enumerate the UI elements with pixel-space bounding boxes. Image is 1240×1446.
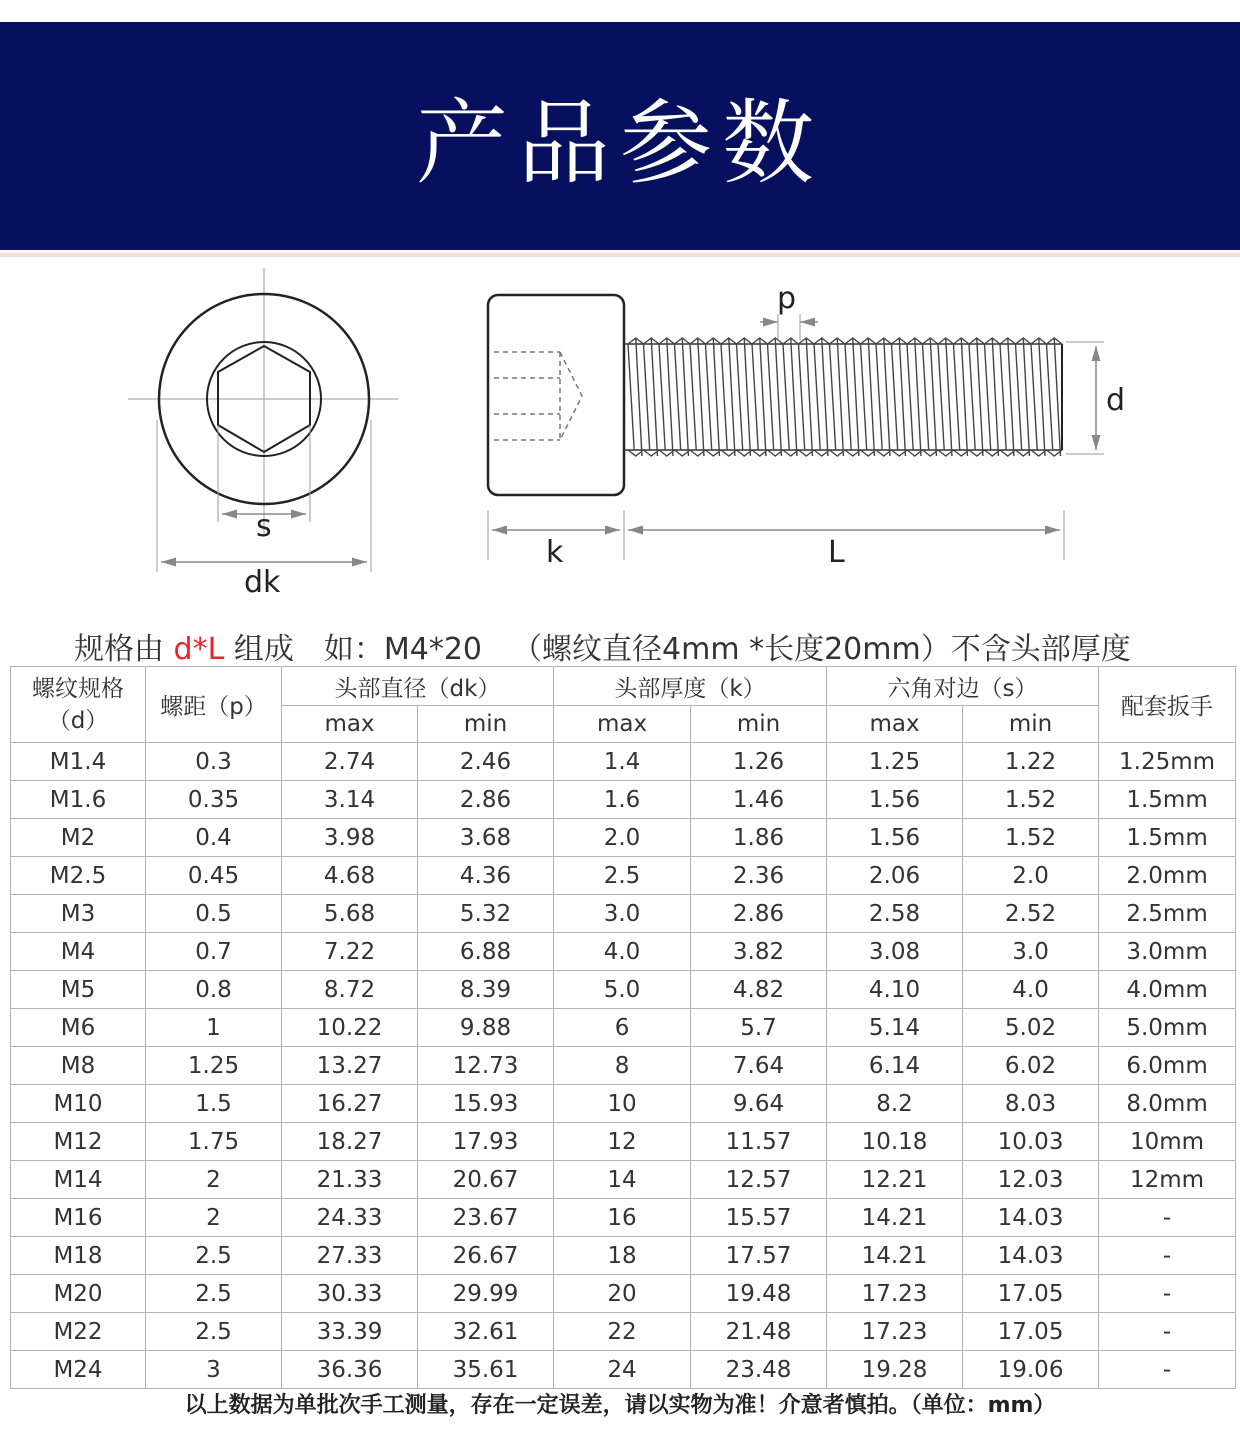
table-row [11,1237,1236,1275]
table-row [11,819,1236,857]
cell-dk-max: 3.98 [282,819,418,857]
cell-dk-max: 2.74 [282,743,418,781]
table-row [11,1009,1236,1047]
spec-description [74,624,1224,667]
cell-dk-min: 6.88 [418,933,554,971]
cell-k-min: 2.36 [691,857,827,895]
cell-wrench: - [1099,1351,1236,1389]
cell-k-min: 19.48 [691,1275,827,1313]
cell-s-max: 1.25 [827,743,963,781]
label-dk: dk [244,565,281,600]
cell-s-min: 17.05 [963,1313,1099,1351]
cell-wrench: - [1099,1237,1236,1275]
table-row [11,781,1236,819]
cell-s-max: 2.58 [827,895,963,933]
cell-k-max: 6 [554,1009,691,1047]
cell-thread-spec: M1.4 [11,743,146,781]
cell-k-min: 11.57 [691,1123,827,1161]
cell-pitch: 2.5 [146,1237,282,1275]
cell-thread-spec: M4 [11,933,146,971]
table-row [11,1047,1236,1085]
cell-thread-spec: M10 [11,1085,146,1123]
cell-s-max: 3.08 [827,933,963,971]
cell-k-max: 1.6 [554,781,691,819]
cell-dk-min: 2.86 [418,781,554,819]
cell-dk-min: 2.46 [418,743,554,781]
cell-s-max: 17.23 [827,1313,963,1351]
cell-dk-min: 29.99 [418,1275,554,1313]
cell-k-min: 1.86 [691,819,827,857]
cell-pitch: 0.4 [146,819,282,857]
table-row [11,743,1236,781]
cell-wrench: - [1099,1275,1236,1313]
cell-wrench: 6.0mm [1099,1047,1236,1085]
cell-thread-spec: M3 [11,895,146,933]
cell-thread-spec: M6 [11,1009,146,1047]
cell-s-max: 2.06 [827,857,963,895]
cell-s-min: 17.05 [963,1275,1099,1313]
cell-k-max: 8 [554,1047,691,1085]
table-row [11,1085,1236,1123]
cell-dk-min: 26.67 [418,1237,554,1275]
cell-dk-max: 7.22 [282,933,418,971]
cell-k-max: 14 [554,1161,691,1199]
cell-s-max: 5.14 [827,1009,963,1047]
cell-thread-spec: M24 [11,1351,146,1389]
cell-dk-max: 36.36 [282,1351,418,1389]
cell-dk-min: 35.61 [418,1351,554,1389]
cell-thread-spec: M2 [11,819,146,857]
cell-k-max: 20 [554,1275,691,1313]
cell-s-max: 17.23 [827,1275,963,1313]
cell-s-min: 6.02 [963,1047,1099,1085]
cell-dk-max: 33.39 [282,1313,418,1351]
cell-s-min: 1.52 [963,819,1099,857]
cell-s-min: 10.03 [963,1123,1099,1161]
cell-dk-min: 12.73 [418,1047,554,1085]
cell-s-min: 4.0 [963,971,1099,1009]
cell-s-min: 14.03 [963,1199,1099,1237]
cell-wrench: 10mm [1099,1123,1236,1161]
cell-s-min: 8.03 [963,1085,1099,1123]
cell-pitch: 0.5 [146,895,282,933]
cell-pitch: 0.35 [146,781,282,819]
table-row [11,1313,1236,1351]
cell-dk-min: 5.32 [418,895,554,933]
cell-dk-min: 32.61 [418,1313,554,1351]
table-row [11,1123,1236,1161]
header-head-thickness: 头部厚度（k） [554,667,827,706]
cell-k-min: 21.48 [691,1313,827,1351]
footer-note: 以上数据为单批次手工测量，存在一定误差，请以实物为准！介意者慎拍。（单位：mm） [184,1393,1056,1418]
cell-wrench: - [1099,1199,1236,1237]
cell-thread-spec: M22 [11,1313,146,1351]
cell-dk-max: 10.22 [282,1009,418,1047]
cell-thread-spec: M18 [11,1237,146,1275]
table-row [11,1199,1236,1237]
header-thread-spec-label: 螺纹规格 [32,675,124,702]
header-k-max: max [554,706,691,743]
cell-dk-max: 13.27 [282,1047,418,1085]
cell-thread-spec: M20 [11,1275,146,1313]
cell-k-min: 1.26 [691,743,827,781]
cell-dk-min: 15.93 [418,1085,554,1123]
cell-k-min: 9.64 [691,1085,827,1123]
cell-wrench: 12mm [1099,1161,1236,1199]
cell-k-max: 10 [554,1085,691,1123]
cell-s-max: 1.56 [827,781,963,819]
cell-k-max: 4.0 [554,933,691,971]
cell-dk-max: 30.33 [282,1275,418,1313]
label-p: p [777,281,797,316]
cell-wrench: 2.0mm [1099,857,1236,895]
table-row [11,857,1236,895]
cell-k-min: 3.82 [691,933,827,971]
cell-dk-min: 8.39 [418,971,554,1009]
cell-thread-spec: M8 [11,1047,146,1085]
spec-prefix: 规格由 [74,632,164,667]
cell-pitch: 2.5 [146,1313,282,1351]
cell-s-min: 1.52 [963,781,1099,819]
cell-k-max: 16 [554,1199,691,1237]
table-row [11,971,1236,1009]
header-banner [0,22,1240,250]
header-wrench: 配套扳手 [1099,667,1236,743]
header-k-min: min [691,706,827,743]
cell-s-max: 1.56 [827,819,963,857]
cell-k-max: 18 [554,1237,691,1275]
cell-k-min: 2.86 [691,895,827,933]
cell-wrench: 8.0mm [1099,1085,1236,1123]
cell-dk-max: 4.68 [282,857,418,895]
spec-table [10,666,1236,1389]
spec-formula: d*L [173,632,225,667]
screw-side-view [488,295,1104,560]
cell-dk-max: 24.33 [282,1199,418,1237]
header-pitch: 螺距（p） [146,667,282,743]
cell-dk-min: 17.93 [418,1123,554,1161]
screw-diagram [0,260,1240,620]
table-row [11,895,1236,933]
header-dk-max: max [282,706,418,743]
cell-pitch: 0.3 [146,743,282,781]
cell-dk-max: 5.68 [282,895,418,933]
cell-s-min: 1.22 [963,743,1099,781]
cell-pitch: 0.7 [146,933,282,971]
cell-pitch: 1.25 [146,1047,282,1085]
cell-s-min: 12.03 [963,1161,1099,1199]
header-s-max: max [827,706,963,743]
cell-wrench: 5.0mm [1099,1009,1236,1047]
cell-k-max: 2.0 [554,819,691,857]
spec-suffix: 组成 [233,632,294,667]
cell-dk-min: 4.36 [418,857,554,895]
cell-wrench: - [1099,1313,1236,1351]
spec-note: （螺纹直径4mm *长度20mm）不含头部厚度 [512,632,1131,667]
cell-thread-spec: M16 [11,1199,146,1237]
cell-k-max: 24 [554,1351,691,1389]
cell-k-max: 12 [554,1123,691,1161]
label-s: s [256,509,272,544]
cell-k-max: 3.0 [554,895,691,933]
cell-dk-max: 3.14 [282,781,418,819]
cell-wrench: 3.0mm [1099,933,1236,971]
cell-k-min: 12.57 [691,1161,827,1199]
table-row [11,1351,1236,1389]
header-thread-spec-sub: （d） [47,707,109,734]
cell-pitch: 1.5 [146,1085,282,1123]
header-thread-spec [11,667,146,743]
label-L: L [828,535,845,570]
cell-wrench: 4.0mm [1099,971,1236,1009]
cell-s-max: 14.21 [827,1237,963,1275]
cell-thread-spec: M5 [11,971,146,1009]
cell-s-min: 5.02 [963,1009,1099,1047]
cell-s-max: 19.28 [827,1351,963,1389]
cell-s-min: 3.0 [963,933,1099,971]
cell-wrench: 1.5mm [1099,819,1236,857]
label-d: d [1106,383,1126,418]
cell-thread-spec: M2.5 [11,857,146,895]
cell-wrench: 1.25mm [1099,743,1236,781]
cell-k-min: 1.46 [691,781,827,819]
spec-table-body [11,743,1236,1389]
cell-k-min: 7.64 [691,1047,827,1085]
cell-wrench: 2.5mm [1099,895,1236,933]
cell-dk-min: 23.67 [418,1199,554,1237]
cell-thread-spec: M12 [11,1123,146,1161]
divider-line [0,253,1240,257]
header-dk-min: min [418,706,554,743]
cell-dk-max: 8.72 [282,971,418,1009]
cell-dk-min: 20.67 [418,1161,554,1199]
cell-dk-max: 18.27 [282,1123,418,1161]
cell-k-min: 15.57 [691,1199,827,1237]
cell-pitch: 1 [146,1009,282,1047]
cell-s-min: 2.52 [963,895,1099,933]
cell-s-max: 10.18 [827,1123,963,1161]
cell-k-max: 22 [554,1313,691,1351]
cell-k-min: 4.82 [691,971,827,1009]
cell-pitch: 1.75 [146,1123,282,1161]
spec-example: 如：M4*20 [323,632,483,667]
cell-k-min: 17.57 [691,1237,827,1275]
cell-s-min: 19.06 [963,1351,1099,1389]
cell-wrench: 1.5mm [1099,781,1236,819]
cell-pitch: 2 [146,1199,282,1237]
cell-dk-max: 27.33 [282,1237,418,1275]
header-s-min: min [963,706,1099,743]
page-title: 产品参数 [415,90,824,197]
cell-s-max: 4.10 [827,971,963,1009]
cell-k-min: 5.7 [691,1009,827,1047]
cell-s-max: 8.2 [827,1085,963,1123]
cell-k-max: 5.0 [554,971,691,1009]
cell-s-max: 6.14 [827,1047,963,1085]
cell-dk-min: 3.68 [418,819,554,857]
table-row [11,933,1236,971]
cell-pitch: 0.45 [146,857,282,895]
cell-s-max: 14.21 [827,1199,963,1237]
cell-pitch: 0.8 [146,971,282,1009]
cell-dk-max: 21.33 [282,1161,418,1199]
cell-pitch: 2.5 [146,1275,282,1313]
cell-s-min: 2.0 [963,857,1099,895]
cell-s-max: 12.21 [827,1161,963,1199]
cell-pitch: 2 [146,1161,282,1199]
cell-thread-spec: M1.6 [11,781,146,819]
cell-thread-spec: M14 [11,1161,146,1199]
cell-pitch: 3 [146,1351,282,1389]
header-hex-across: 六角对边（s） [827,667,1099,706]
cell-dk-max: 16.27 [282,1085,418,1123]
cell-k-max: 1.4 [554,743,691,781]
label-k: k [546,535,564,570]
table-row [11,1161,1236,1199]
table-row [11,1275,1236,1313]
cell-k-min: 23.48 [691,1351,827,1389]
cell-k-max: 2.5 [554,857,691,895]
cell-dk-min: 9.88 [418,1009,554,1047]
cell-s-min: 14.03 [963,1237,1099,1275]
header-head-diameter: 头部直径（dk） [282,667,554,706]
